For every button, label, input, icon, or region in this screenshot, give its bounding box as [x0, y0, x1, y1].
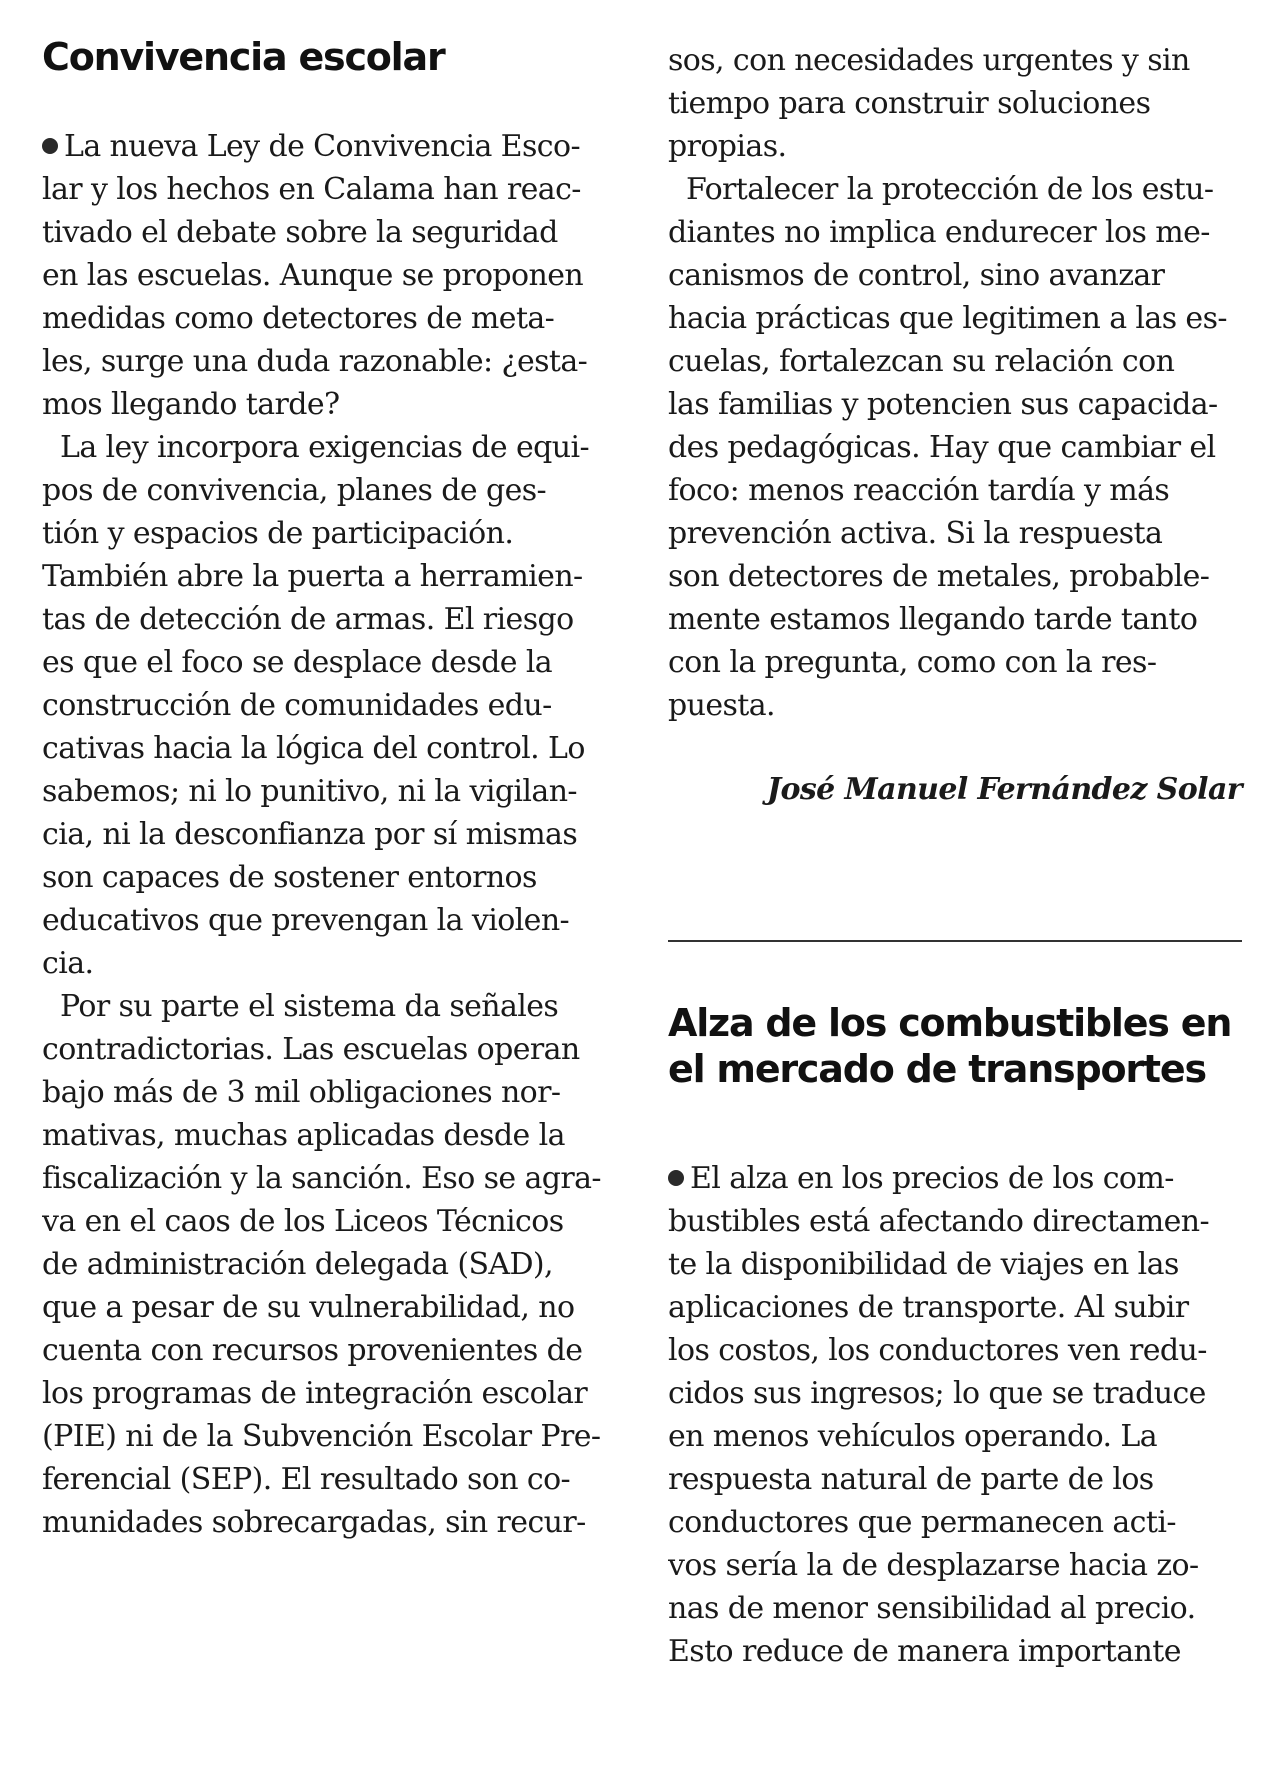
text-line: Por su parte el sistema da señales [60, 989, 559, 1024]
text-line: los costos, los conductores ven redu- [668, 1333, 1207, 1368]
text-line: tas de detección de armas. El riesgo [42, 602, 574, 637]
text-line: hacia prácticas que legitimen a las es- [668, 301, 1227, 336]
section-divider [668, 940, 1242, 942]
text-line: que a pesar de su vulnerabilidad, no [42, 1290, 575, 1325]
text-line: con la pregunta, como con la res- [668, 645, 1157, 680]
text-line: educativos que prevengan la violen- [42, 903, 570, 938]
article1-title: Convivencia escolar [42, 35, 445, 79]
text-line: nas de menor sensibilidad al precio. [668, 1591, 1196, 1626]
text-line: medidas como detectores de meta- [42, 301, 555, 336]
bullet-icon [42, 138, 58, 154]
text-line: en las escuelas. Aunque se proponen [42, 258, 584, 293]
text-line: También abre la puerta a herramien- [42, 559, 583, 594]
text-line: Fortalecer la protección de los estu- [686, 172, 1214, 207]
text-line: cia, ni la desconfianza por sí mismas [42, 817, 578, 852]
text-line: es que el foco se desplace desde la [42, 645, 553, 680]
text-line: aplicaciones de transporte. Al subir [668, 1290, 1189, 1325]
text-line: Esto reduce de manera importante [668, 1634, 1181, 1669]
text-line: cuelas, fortalezcan su relación con [668, 344, 1175, 379]
article2-title-line1: Alza de los combustibles en [668, 1001, 1232, 1045]
text-line: canismos de control, sino avanzar [668, 258, 1165, 293]
text-line: son detectores de metales, probable- [668, 559, 1210, 594]
text-line: lar y los hechos en Calama han reac- [42, 172, 581, 207]
text-line: des pedagógicas. Hay que cambiar el [668, 430, 1216, 465]
text-line: tión y espacios de participación. [42, 516, 514, 551]
text-line: tivado el debate sobre la seguridad [42, 215, 558, 250]
text-line: munidades sobrecargadas, sin recur- [42, 1505, 586, 1540]
text-line: conductores que permanecen acti- [668, 1505, 1176, 1540]
article2-title-line2: el mercado de transportes [668, 1047, 1206, 1091]
text-line: de administración delegada (SAD), [42, 1247, 553, 1282]
text-line: sos, con necesidades urgentes y sin [668, 43, 1190, 78]
text-line: (PIE) ni de la Subvención Escolar Pre- [42, 1419, 601, 1454]
text-line: cia. [42, 946, 94, 981]
text-line: La ley incorpora exigencias de equi- [60, 430, 589, 465]
text-line: va en el caos de los Liceos Técnicos [42, 1204, 564, 1239]
text-line: ferencial (SEP). El resultado son co- [42, 1462, 571, 1497]
text-line: bajo más de 3 mil obligaciones nor- [42, 1075, 561, 1110]
text-line: foco: menos reacción tardía y más [668, 473, 1170, 508]
text-line: cidos sus ingresos; lo que se traduce [668, 1376, 1206, 1411]
text-line: respuesta natural de parte de los [668, 1462, 1154, 1497]
text-line: son capaces de sostener entornos [42, 860, 537, 895]
text-line: les, surge una duda razonable: ¿esta- [42, 344, 588, 379]
text-line: mente estamos llegando tarde tanto [668, 602, 1198, 637]
text-line: las familias y potencien sus capacida- [668, 387, 1218, 422]
text-line: te la disponibilidad de viajes en las [668, 1247, 1179, 1282]
text-line: El alza en los precios de los com- [668, 1160, 1242, 1200]
text-line: contradictorias. Las escuelas operan [42, 1032, 580, 1067]
text-line: cuenta con recursos provenientes de [42, 1333, 583, 1368]
bullet-icon [668, 1170, 684, 1186]
text-line: diantes no implica endurecer los me- [668, 215, 1210, 250]
text-line: bustibles está afectando directamen- [668, 1204, 1209, 1239]
text-line: pos de convivencia, planes de ges- [42, 473, 547, 508]
text-line: La nueva Ley de Convivencia Esco- [42, 128, 616, 168]
text-line: sabemos; ni lo punitivo, ni la vigilan- [42, 774, 577, 809]
text-line: construcción de comunidades edu- [42, 688, 552, 723]
text-line: en menos vehículos operando. La [668, 1419, 1158, 1454]
text-line: los programas de integración escolar [42, 1376, 588, 1411]
text-line: mos llegando tarde? [42, 387, 340, 422]
text-line: propias. [668, 129, 787, 164]
text-line: cativas hacia la lógica del control. Lo [42, 731, 585, 766]
author-signature: José Manuel Fernández Solar [766, 772, 1242, 807]
text-line: puesta. [668, 688, 775, 723]
text-line: prevención activa. Si la respuesta [668, 516, 1163, 551]
text-line: fiscalización y la sanción. Eso se agra- [42, 1161, 601, 1196]
text-line: mativas, muchas aplicadas desde la [42, 1118, 565, 1153]
text-line: tiempo para construir soluciones [668, 86, 1151, 121]
text-line: vos sería la de desplazarse hacia zo- [668, 1548, 1199, 1583]
